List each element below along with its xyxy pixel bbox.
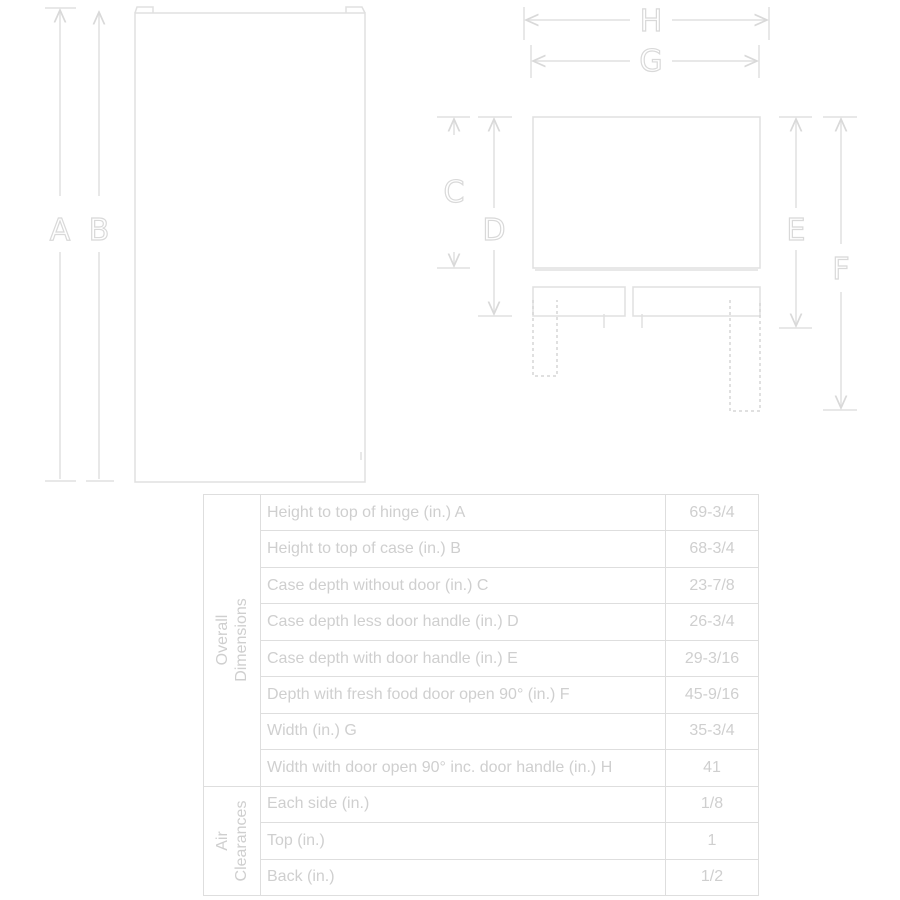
freezer-door-top-view <box>533 287 625 316</box>
row-value: 29-3/16 <box>666 640 759 676</box>
label-a: A <box>49 213 71 248</box>
row-value: 23-7/8 <box>666 567 759 603</box>
row-label: Height to top of case (in.) B <box>261 531 666 567</box>
table-row <box>204 750 759 786</box>
row-label: Height to top of hinge (in.) A <box>261 495 666 531</box>
row-value: 41 <box>666 750 759 786</box>
label-d: D <box>482 213 506 248</box>
row-label: Back (in.) <box>261 859 666 895</box>
table-row <box>204 859 759 895</box>
row-value: 1/8 <box>666 786 759 822</box>
table-row <box>204 567 759 603</box>
row-label: Each side (in.) <box>261 786 666 822</box>
row-value: 35-3/4 <box>666 713 759 749</box>
row-label: Width (in.) G <box>261 713 666 749</box>
row-label: Width with door open 90° inc. door handle (in.) H <box>261 750 666 786</box>
row-value: 1 <box>666 823 759 859</box>
row-value: 1/2 <box>666 859 759 895</box>
label-b: B <box>88 213 110 248</box>
row-label: Depth with fresh food door open 90° (in.) F <box>261 677 666 713</box>
row-value: 45-9/16 <box>666 677 759 713</box>
table-row <box>204 531 759 567</box>
table-row <box>204 604 759 640</box>
overall-dimensions-group-cell <box>204 495 261 787</box>
row-value: 68-3/4 <box>666 531 759 567</box>
row-value: 69-3/4 <box>666 495 759 531</box>
air-clearances-group-cell <box>204 786 261 895</box>
label-f: F <box>832 252 850 287</box>
row-label: Case depth less door handle (in.) D <box>261 604 666 640</box>
label-h: H <box>639 4 663 39</box>
table-row <box>204 713 759 749</box>
row-label: Case depth with door handle (in.) E <box>261 640 666 676</box>
top-hinge-right <box>346 7 365 13</box>
refrigerator-front-outline <box>135 13 365 482</box>
group-label-overall-dimensions: Overall Dimensions <box>214 598 250 683</box>
dimension-labels <box>50 4 850 287</box>
table-row <box>204 786 759 822</box>
row-value: 26-3/4 <box>666 604 759 640</box>
table-row <box>204 640 759 676</box>
group-label-air-clearances: Air Clearances <box>214 800 250 882</box>
row-label: Top (in.) <box>261 823 666 859</box>
refrigerator-case-top-view <box>533 117 760 268</box>
table-row <box>204 677 759 713</box>
label-g: G <box>639 44 663 79</box>
table-row <box>204 495 759 531</box>
label-c: C <box>443 175 465 210</box>
row-label: Case depth without door (in.) C <box>261 567 666 603</box>
dimensions-table <box>203 494 759 896</box>
fresh-food-door-top-view <box>633 287 760 316</box>
freezer-door-open-outline <box>533 300 557 376</box>
label-e: E <box>786 213 806 248</box>
top-hinge-left <box>135 7 153 13</box>
table-row <box>204 823 759 859</box>
